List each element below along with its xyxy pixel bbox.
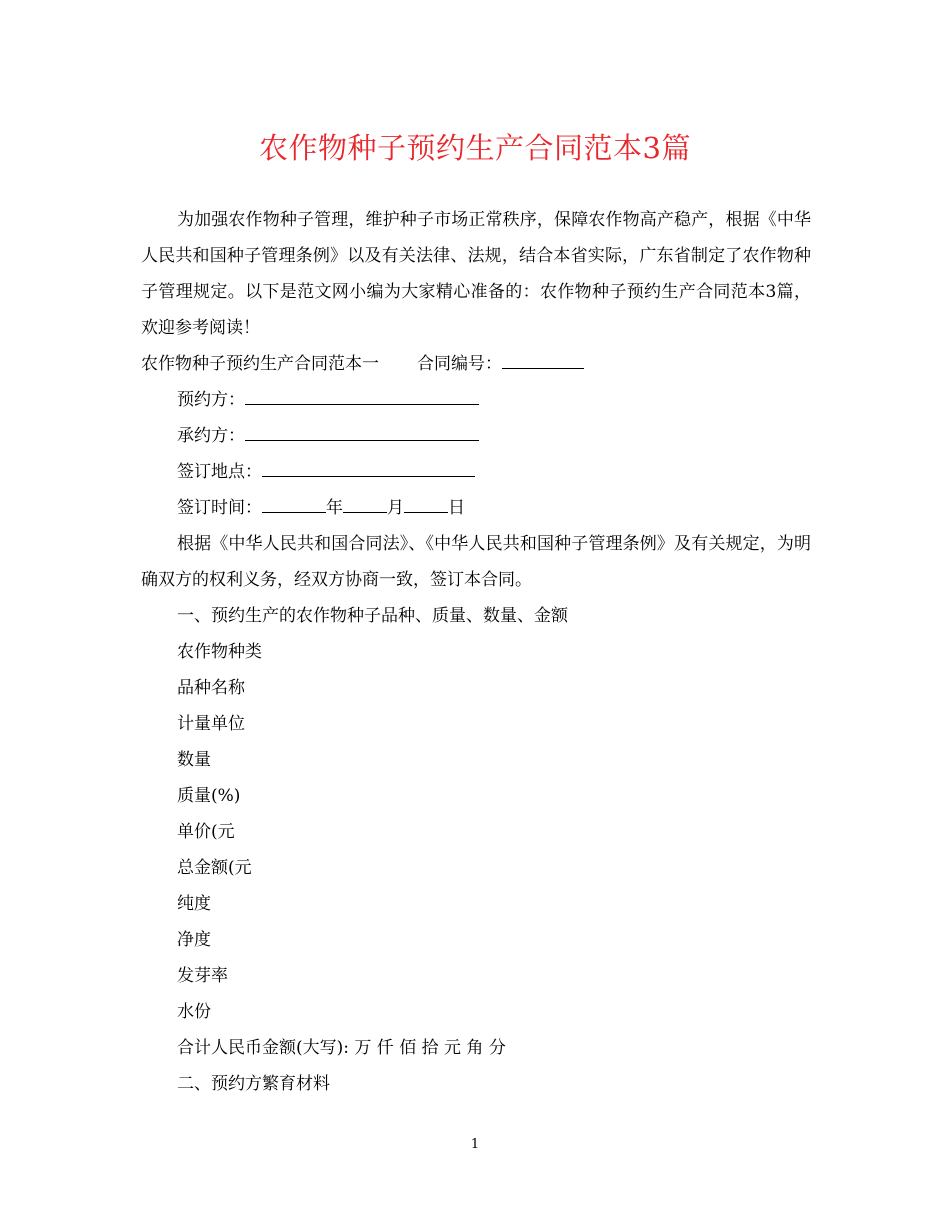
item-line: 质量(%): [177, 786, 241, 806]
contract-heading-line: [141, 346, 811, 382]
item-line: 单价(元: [177, 822, 235, 842]
day-label: 日: [448, 498, 465, 518]
page-number: 1: [470, 1137, 480, 1152]
item-line: 纯度: [177, 894, 211, 914]
total-amount-line: 合计人民币金额(大写): 万 仟 佰 拾 元 角 分: [177, 1038, 506, 1058]
item-line: 数量: [177, 750, 211, 770]
month-blank: [343, 495, 387, 513]
section-heading: 农作物种子预约生产合同范本一: [141, 354, 379, 374]
contract-no-label: 合同编号：: [417, 354, 502, 374]
document-body: [141, 202, 811, 1102]
place-line: [141, 454, 811, 490]
year-label: 年: [326, 498, 343, 518]
month-label: 月: [387, 498, 404, 518]
reserver-label: 预约方：: [177, 390, 245, 410]
contract-no-blank: [502, 351, 584, 369]
contractor-blank: [245, 423, 479, 441]
reserver-line: [141, 382, 811, 418]
document-title: 农作物种子预约生产合同范本3篇: [259, 131, 691, 165]
item-line: 水份: [177, 1002, 211, 1022]
contractor-label: 承约方：: [177, 426, 245, 446]
item-line: 发芽率: [177, 966, 228, 986]
item-line: 净度: [177, 930, 211, 950]
place-label: 签订地点：: [177, 462, 262, 482]
clause-2-heading: 二、预约方繁育材料: [177, 1074, 330, 1094]
item-line: 品种名称: [177, 678, 245, 698]
day-blank: [404, 495, 448, 513]
intro-paragraph: 为加强农作物种子管理，维护种子市场正常秩序，保障农作物高产稳产，根据《中华人民共和国种子管理条例》以及有关法律、法规，结合本省实际，广东省制定了农作物种子管理规定。以下是范文网小编为大家精心准备的：农作物种子预约生产合同范本3篇，欢迎参考阅读！: [141, 210, 811, 338]
item-line: 农作物种类: [177, 642, 262, 662]
item-line: 计量单位: [177, 714, 245, 734]
year-blank: [262, 495, 326, 513]
time-label: 签订时间：: [177, 498, 262, 518]
contractor-line: [141, 418, 811, 454]
clause-1-heading: 一、预约生产的农作物种子品种、质量、数量、金额: [177, 606, 568, 626]
place-blank: [262, 459, 475, 477]
reserver-blank: [245, 387, 479, 405]
basis-paragraph: 根据《中华人民共和国合同法》、《中华人民共和国种子管理条例》及有关规定，为明确双方的权利义务，经双方协商一致，签订本合同。: [141, 534, 811, 590]
item-line: 总金额(元: [177, 858, 252, 878]
time-line: [141, 490, 811, 526]
